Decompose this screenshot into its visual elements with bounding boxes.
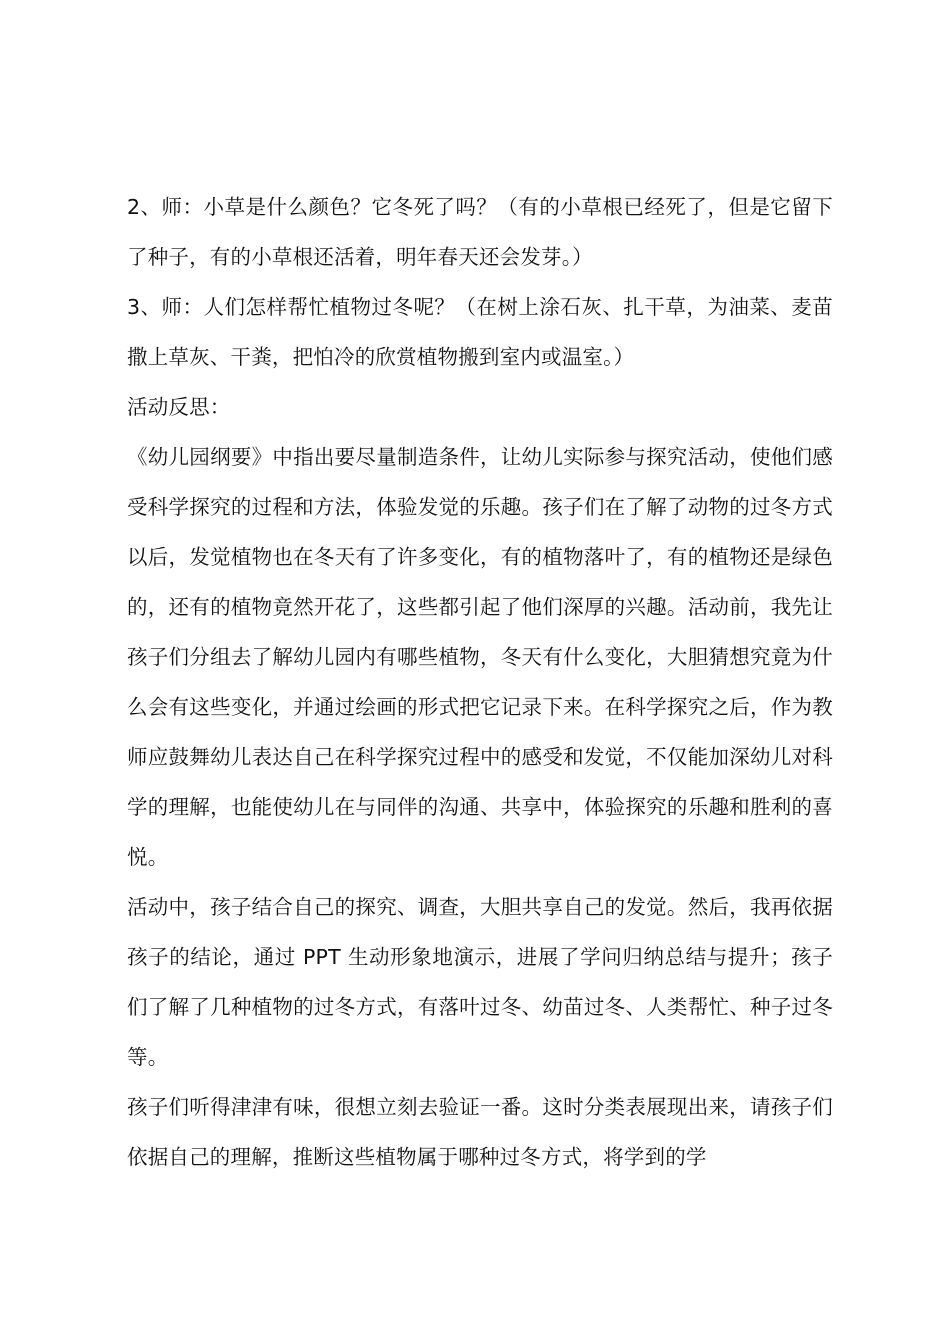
- paragraph-activity-summary: 活动中，孩子结合自己的探究、调查，大胆共享自己的发觉。然后，我再依据孩子的结论，通过 PPT 生动形象地演示，进展了学问归纳总结与提升；孩子们了解了几种植物的过冬方式，有落叶过冬、幼苗过冬、人类帮忙、种子过冬等。: [127, 895, 833, 1069]
- paragraph-classification: 孩子们听得津津有味，很想立刻去验证一番。这时分类表展现出来，请孩子们依据自己的理解，推断这些植物属于哪种过冬方式，将学到的学: [127, 1095, 833, 1169]
- paragraph-grass-question: 2、师：小草是什么颜色？它冬死了吗？（有的小草根已经死了，但是它留下了种子，有的小草根还活着，明年春天还会发芽。）: [127, 195, 833, 269]
- paragraph-help-plants-question: 3、师：人们怎样帮忙植物过冬呢？（在树上涂石灰、扎干草，为油菜、麦苗撒上草灰、干粪，把怕冷的欣赏植物搬到室内或温室。）: [127, 295, 833, 369]
- paragraph-reflection-body: 《幼儿园纲要》中指出要尽量制造条件，让幼儿实际参与探究活动，使他们感受科学探究的过程和方法，体验发觉的乐趣。孩子们在了解了动物的过冬方式以后，发觉植物也在冬天有了许多变化，有的植物落叶了，有的植物还是绿色的，还有的植物竟然开花了，这些都引起了他们深厚的兴趣。活动前，我先让孩子们分组去了解幼儿园内有哪些植物，冬天有什么变化，大胆猜想究竟为什么会有这些变化，并通过绘画的形式把它记录下来。在科学探究之后，作为教师应鼓舞幼儿表达自己在科学探究过程中的感受和发觉，不仅能加深幼儿对科学的理解，也能使幼儿在与同伴的沟通、共享中，体验探究的乐趣和胜利的喜悦。: [127, 445, 833, 869]
- document-page: [127, 182, 833, 1182]
- section-heading-reflection: 活动反思：: [127, 395, 231, 419]
